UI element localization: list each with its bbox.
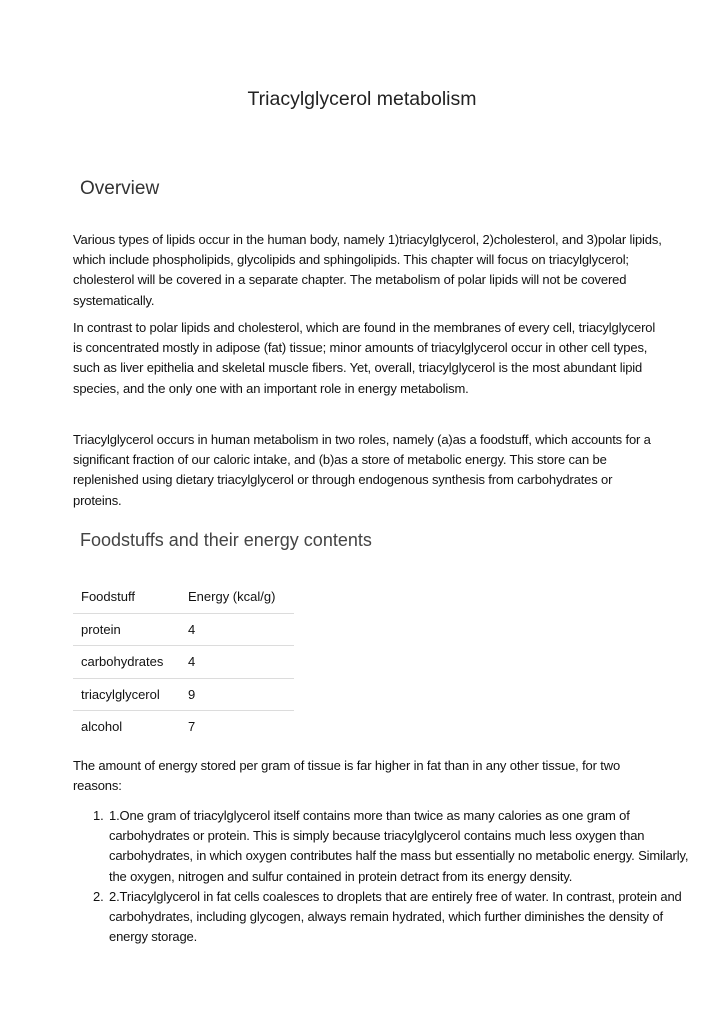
document-title: Triacylglycerol metabolism — [247, 88, 477, 110]
table-cell-foodstuff: alcohol — [81, 719, 123, 735]
table-row — [73, 646, 294, 679]
table-cell-energy: 9 — [188, 686, 196, 702]
table-row — [73, 678, 294, 711]
table-cell-energy: 4 — [188, 621, 196, 637]
energy-table — [73, 581, 294, 743]
table-cell-foodstuff: triacylglycerol — [81, 686, 160, 702]
table-cell-energy: 7 — [188, 719, 196, 735]
overview-paragraph-2: In contrast to polar lipids and cholesterol, which are found in the membranes of every cell, triacylglycerol is concentrated mostly in adipose (fat) tissue; minor amounts of triacylglycerol occur in other cell types, such as liver epithelia and skeletal muscle fibers. Yet, overall, triacylglycerol is the most abundant lipid species, and the only one with an important role in energy metabolism. — [73, 320, 656, 396]
foodstuffs-heading: Foodstuffs and their energy contents — [80, 530, 372, 550]
table-row — [73, 711, 294, 743]
reasons-list — [73, 806, 697, 947]
overview-paragraph-3: Triacylglycerol occurs in human metabolism in two roles, namely (a)as a foodstuff, which accounts for a significant fraction of our caloric intake, and (b)as a store of metabolic energy. This store can be replenished using dietary triacylglycerol or through endogenous synthesis from carbohydrates or proteins. — [73, 432, 651, 508]
table-cell-energy: 4 — [188, 654, 196, 670]
table-header-energy: Energy (kcal/g) — [188, 589, 276, 605]
table-header-foodstuff: Foodstuff — [81, 589, 135, 605]
overview-paragraph-1: Various types of lipids occur in the human body, namely 1)triacylglycerol, 2)cholesterol, and 3)polar lipids, which include phospholipids, glycolipids and sphingolipids. This chapter will focus on triacylglycerol; cholesterol will be covered in a separate chapter. The metabolism of polar lipids will not be covered systematically. — [73, 232, 662, 308]
table-cell-foodstuff: carbohydrates — [81, 654, 164, 670]
list-item: 1. 1.One gram of triacylglycerol itself contains more than twice as many calories as one gram of carbohydrates or protein. This is simply because triacylglycerol contains much less oxygen than carbohydrates, in which oxygen contributes half the mass but essentially no metabolic energy. Similarly, the oxygen, nitrogen and sulfur contained in protein detract from its energy density. — [107, 806, 697, 887]
reasons-intro-paragraph: The amount of energy stored per gram of tissue is far higher in fat than in any other tissue, for two reasons: — [73, 758, 621, 794]
table-cell-foodstuff: protein — [81, 621, 121, 637]
table-header-row — [73, 581, 294, 613]
list-item: 2. 2.Triacylglycerol in fat cells coalesces to droplets that are entirely free of water. In contrast, protein and carbohydrates, including glycogen, always remain hydrated, which further diminishes the density of energy storage. — [107, 887, 697, 948]
table-row — [73, 613, 294, 646]
overview-heading: Overview — [80, 178, 160, 199]
